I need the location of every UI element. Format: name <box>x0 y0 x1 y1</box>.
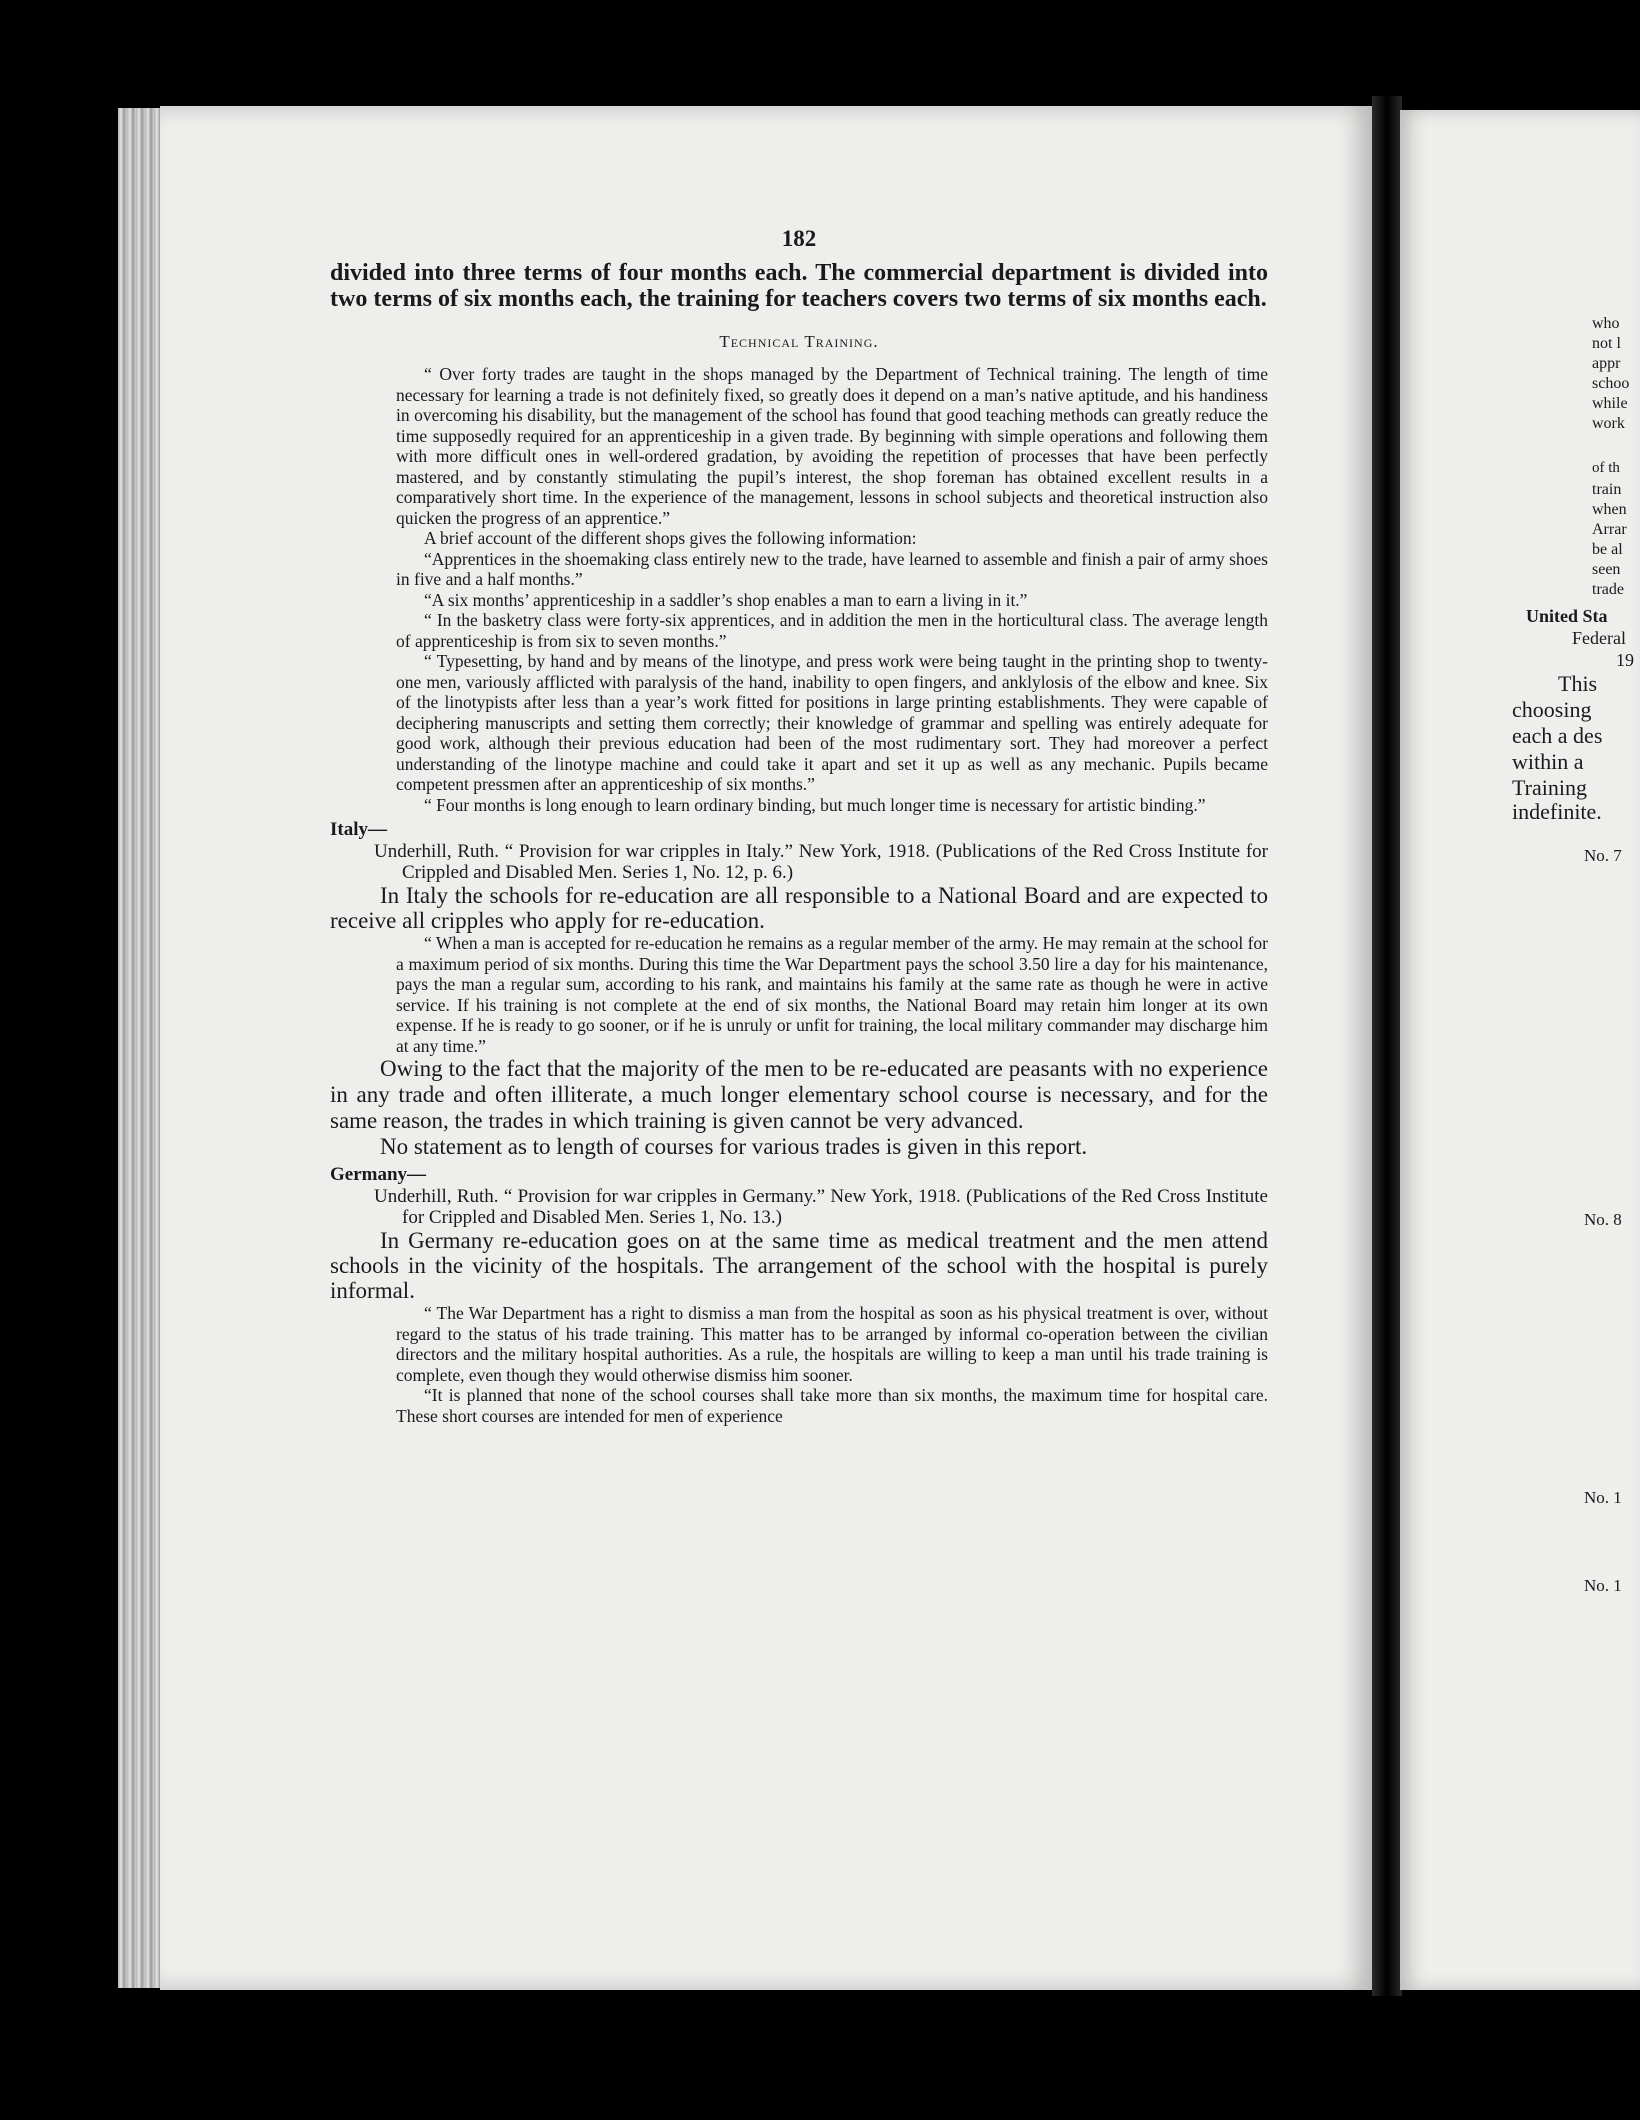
italy-paragraph: In Italy the schools for re-education are all responsible to a National Board and are expected to receive all cripples who apply for re-education. <box>330 883 1268 933</box>
right-page-line: indefinite. <box>1512 799 1602 824</box>
right-page-line: of th <box>1592 460 1620 476</box>
right-page-line: not l <box>1592 335 1621 352</box>
right-page-line: seen <box>1592 561 1621 578</box>
germany-quote <box>396 1303 1268 1426</box>
right-page-line: Training <box>1512 775 1587 800</box>
book-gutter <box>1372 96 1402 1996</box>
italy-paragraph: Owing to the fact that the majority of the men to be re-educated are peasants with no experience in any trade and often illiterate, a much longer elementary school course is necessary, and for the same reason, the trades in which training is given cannot be very advanced. <box>330 1056 1268 1133</box>
page-number: 182 <box>781 226 817 251</box>
lead-paragraph: divided into three terms of four months each. The commercial department is divided into two terms of six months each, the training for teachers covers two terms of six months each. <box>330 260 1268 312</box>
quote-paragraph: A brief account of the different shops gives the following information: <box>424 528 917 548</box>
right-page-line: be al <box>1592 541 1623 558</box>
italy-heading: Italy— <box>330 819 387 840</box>
quote-paragraph: “ The War Department has a right to dismiss a man from the hospital as soon as his physical treatment is over, without regard to the status of his trade training. This matter has to be arranged by informal co-operation between the civilian directors and the military hospital authorities. As a rule, the hospitals are willing to keep a man until his trade training is complete, even though they would otherwise dismiss him sooner. <box>396 1303 1268 1385</box>
right-page-line: schoo <box>1592 375 1630 392</box>
right-page-line: work <box>1592 415 1625 432</box>
germany-paragraph: In Germany re-education goes on at the same time as medical treatment and the men attend schools in the vicinity of the hospitals. The arrangement of the school with the hospital is purely informal. <box>330 1228 1268 1303</box>
right-page-line: when <box>1592 501 1627 518</box>
technical-training-quote <box>396 364 1268 815</box>
right-page-line: This <box>1558 671 1598 696</box>
technical-training-heading: Technical Training. <box>719 332 879 351</box>
quote-paragraph: “ Over forty trades are taught in the shops managed by the Department of Technical training. The length of time necessary for learning a trade is not definitely fixed, so greatly does it depend on a man’s native aptitude, and his handiness in overcoming his disability, but the management of the school has found that good teaching methods can greatly reduce the time supposedly required for an apprenticeship in a given trade. By beginning with simple operations and following them with more difficult ones in well-ordered gradation, by avoiding the repetition of processes that have been perfectly mastered, and by constantly stimulating the pupil’s interest, the shop foreman has obtained excellent results in a comparatively short time. In the experience of the management, lessons in school subjects and theoretical instruction also quicken the progress of an apprentice.” <box>396 364 1268 528</box>
quote-paragraph: “Apprentices in the shoemaking class entirely new to the trade, have learned to assemble and finish a pair of army shoes in five and a half months.” <box>396 548 1268 589</box>
quote-paragraph: “A six months’ apprenticeship in a saddler’s shop enables a man to earn a living in it.” <box>424 589 1028 610</box>
italy-quote <box>396 933 1268 1056</box>
right-page-line: within a <box>1512 749 1584 774</box>
right-page-line: United Sta <box>1526 606 1608 626</box>
quote-paragraph: “ When a man is accepted for re-education he remains as a regular member of the army. He may remain at the school for a maximum period of six months. During this time the War Department pays the school 3.50 lire a day for his maintenance, pays the man a regular sum, according to his rank, and maintains his family at the same rate as though he were in active service. If his training is not complete at the end of six months, the National Board may retain him longer at its own expense. If he is ready to go sooner, or if he is unruly or unfit for training, the local military commander may discharge him at any time.” <box>396 933 1269 1056</box>
right-page-line: appr <box>1592 355 1621 372</box>
right-page-line: each a des <box>1512 723 1603 748</box>
quote-paragraph: “ Four months is long enough to learn ordinary binding, but much longer time is necessary for artistic binding.” <box>424 794 1206 815</box>
right-page-line: train <box>1592 481 1622 498</box>
right-page-line: who <box>1592 315 1620 332</box>
right-page-line: while <box>1592 395 1628 412</box>
right-page-line: 19 <box>1616 650 1634 670</box>
germany-citation: Underhill, Ruth. “ Provision for war cripples in Germany.” New York, 1918. (Publications of the Red Cross Institute for Crippled and Disabled Men. Series 1, No. 13.) <box>374 1186 1268 1228</box>
right-page-line: No. 8 <box>1584 1210 1622 1229</box>
quote-paragraph: “ Typesetting, by hand and by means of the linotype, and press work were being taught in the printing shop to twenty-one men, variously afflicted with paralysis of the hand, inability to open fingers, and anklylosis of the elbow and knee. Six of the linotypists after less than a year’s work fitted for positions in large printing establishments. They were capable of deciphering manuscripts and setting them correctly; their knowledge of grammar and spelling was entirely adequate for good work, although their previous education had been of the most rudimentary sort. They had moreover a perfect understanding of the linotype machine and could take it apart and set it up as well as any mechanic. Pupils became competent pressmen after an apprenticeship of six months.” <box>396 651 1268 794</box>
quote-paragraph: “ In the basketry class were forty-six apprentices, and in addition the men in the horticultural class. The average length of apprenticeship is from six to seven months.” <box>396 610 1268 651</box>
germany-heading: Germany— <box>330 1164 427 1185</box>
right-page-line: Arrar <box>1592 521 1627 538</box>
quote-paragraph: “It is planned that none of the school courses shall take more than six months, the maximum time for hospital care. These short courses are intended for men of experience <box>396 1385 1268 1426</box>
right-page-line: No. 1 <box>1584 1488 1622 1507</box>
right-page-line: No. 1 <box>1584 1576 1622 1595</box>
right-page-line: trade <box>1592 581 1624 598</box>
right-page-line: No. 7 <box>1584 846 1622 865</box>
italy-citation: Underhill, Ruth. “ Provision for war cripples in Italy.” New York, 1918. (Publications of the Red Cross Institute for Crippled and Disabled Men. Series 1, No. 12, p. 6.) <box>374 841 1268 883</box>
right-page-line: Federal <box>1572 628 1626 648</box>
right-page-line: choosing <box>1512 697 1592 722</box>
left-page-content <box>330 226 1268 1426</box>
italy-paragraph: No statement as to length of courses for various trades is given in this report. <box>380 1134 1088 1159</box>
